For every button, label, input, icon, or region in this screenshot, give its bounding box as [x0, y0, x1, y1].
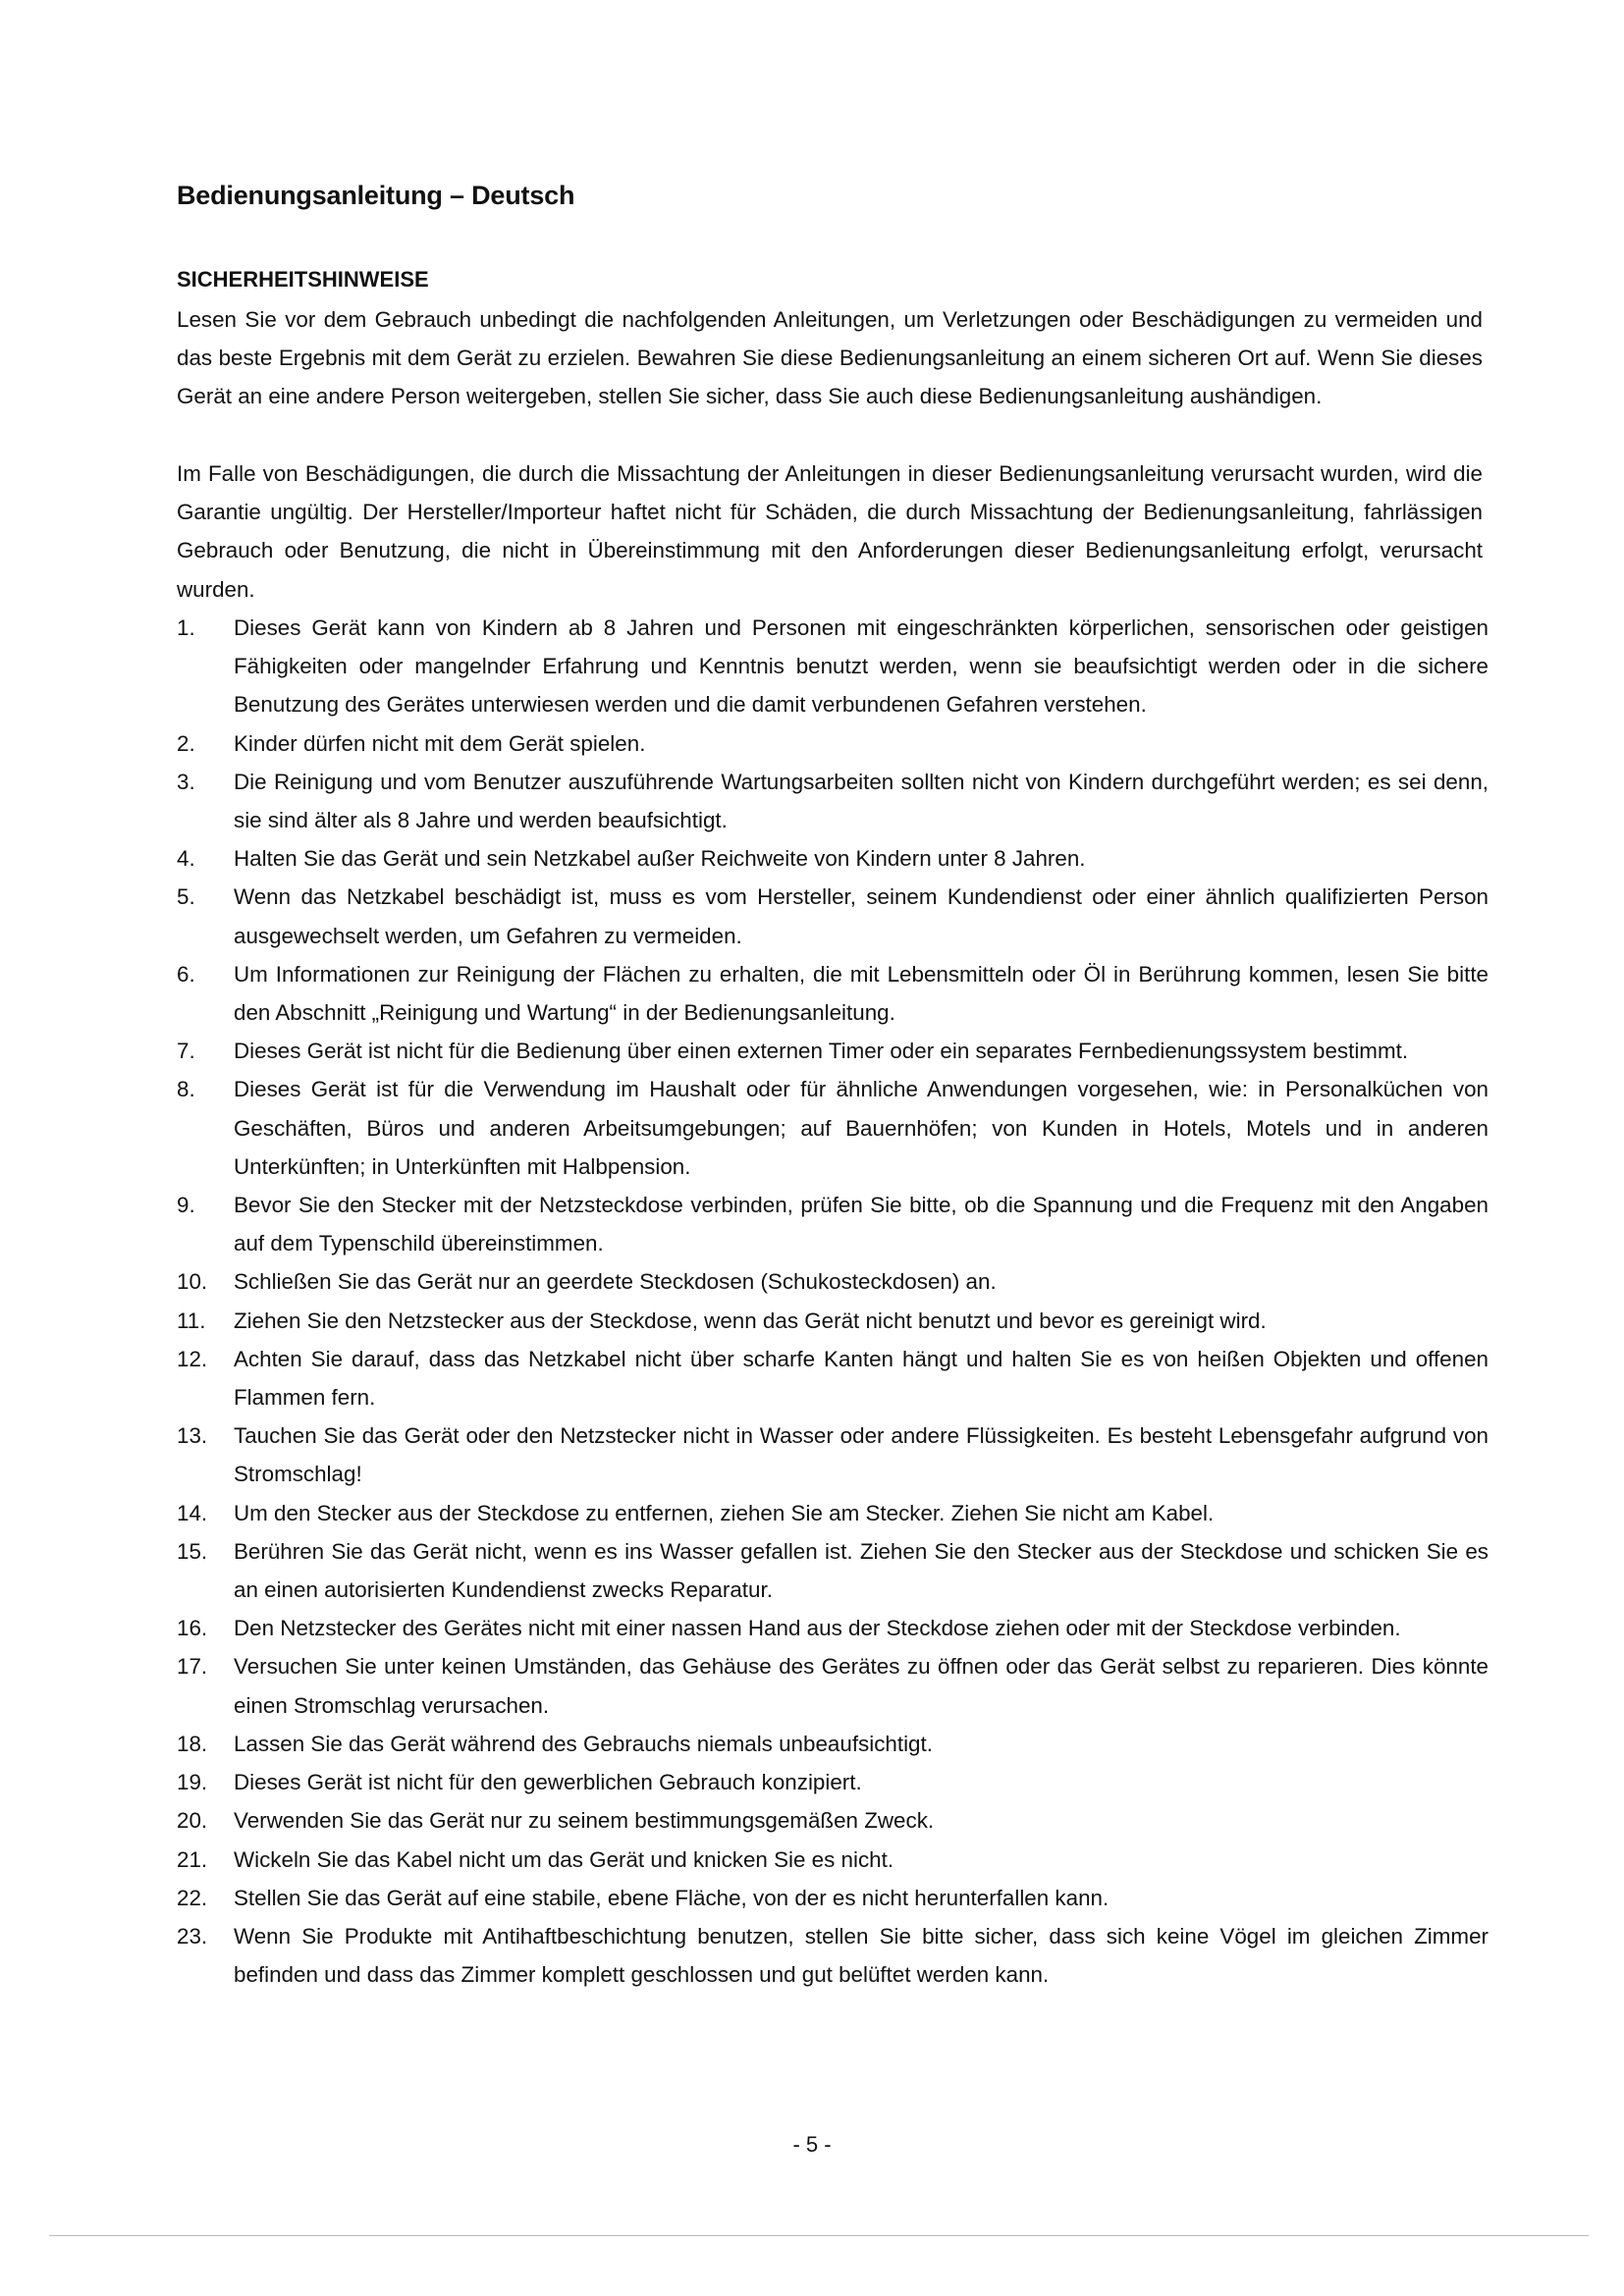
item-number: 5.	[177, 884, 195, 910]
item-number: 17.	[177, 1654, 208, 1680]
list-item	[177, 1494, 1489, 1532]
item-number: 9.	[177, 1193, 195, 1218]
item-number: 4.	[177, 846, 195, 872]
item-text: Dieses Gerät kann von Kindern ab 8 Jahren und Personen mit eingeschränkten körperlichen, sensorischen oder geistigen Fähigkeiten oder mangelnder Erfahrung und Kenntnis benutzt werden, wenn sie beaufsichtigt werden oder in die sichere Benutzung des Gerätes unterwiesen werden und die damit verbundenen Gefahren verstehen.	[234, 615, 1489, 718]
list-item	[177, 724, 1489, 763]
item-number: 6.	[177, 961, 195, 987]
item-number: 8.	[177, 1077, 195, 1102]
list-item	[177, 1725, 1489, 1763]
item-number: 18.	[177, 1731, 208, 1756]
item-text: Halten Sie das Gerät und sein Netzkabel außer Reichweite von Kindern unter 8 Jahren.	[234, 846, 1086, 872]
item-number: 1.	[177, 615, 195, 640]
item-number: 22.	[177, 1885, 208, 1910]
item-text: Wenn das Netzkabel beschädigt ist, muss es vom Hersteller, seinem Kundendienst oder einer ähnlich qualifizierten Person ausgewechselt werden, um Gefahren zu vermeiden.	[234, 884, 1489, 948]
item-text: Dieses Gerät ist nicht für den gewerblichen Gebrauch konzipiert.	[234, 1770, 862, 1795]
list-item	[177, 1609, 1489, 1647]
page-number: - 5 -	[792, 2132, 832, 2157]
section-heading: SICHERHEITSHINWEISE	[177, 267, 429, 292]
list-item	[177, 763, 1489, 839]
item-text: Stellen Sie das Gerät auf eine stabile, ebene Fläche, von der es nicht herunterfallen kann.	[234, 1885, 1110, 1910]
item-text: Wenn Sie Produkte mit Antihaftbeschichtung benutzen, stellen Sie bitte sicher, dass sich keine Vögel im gleichen Zimmer befinden und dass das Zimmer komplett geschlossen und gut belüftet werden kann.	[234, 1923, 1489, 1988]
item-text: Versuchen Sie unter keinen Umständen, das Gehäuse des Gerätes zu öffnen oder das Gerät selbst zu reparieren. Dies könnte einen Stromschlag verursachen.	[234, 1654, 1489, 1718]
list-item	[177, 1416, 1489, 1493]
list-item	[177, 955, 1489, 1032]
list-item	[177, 1340, 1489, 1416]
list-item	[177, 1879, 1489, 1917]
list-item	[177, 1841, 1489, 1879]
list-item	[177, 878, 1489, 954]
item-number: 12.	[177, 1346, 208, 1371]
item-text: Um Informationen zur Reinigung der Flächen zu erhalten, die mit Lebensmitteln oder Öl in Berührung kommen, lesen Sie bitte den Abschnitt „Reinigung und Wartung“ in der Bedienungsanleitung.	[234, 961, 1489, 1026]
list-item	[177, 609, 1489, 724]
list-item	[177, 1262, 1489, 1301]
list-item	[177, 1763, 1489, 1801]
item-number: 16.	[177, 1616, 208, 1641]
list-item	[177, 839, 1489, 878]
item-text: Die Reinigung und vom Benutzer auszuführende Wartungsarbeiten sollten nicht von Kindern durchgeführt werden; es sei denn, sie sind älter als 8 Jahre und werden beaufsichtigt.	[234, 769, 1489, 833]
list-item	[177, 1801, 1489, 1840]
item-text: Dieses Gerät ist nicht für die Bedienung über einen externen Timer oder ein separates Fernbedienungssystem bestimmt.	[234, 1039, 1409, 1064]
item-text: Um den Stecker aus der Steckdose zu entfernen, ziehen Sie am Stecker. Ziehen Sie nicht am Kabel.	[234, 1500, 1215, 1525]
item-number: 21.	[177, 1846, 208, 1872]
item-text: Lassen Sie das Gerät während des Gebrauchs niemals unbeaufsichtigt.	[234, 1731, 933, 1756]
item-text: Den Netzstecker des Gerätes nicht mit einer nassen Hand aus der Steckdose ziehen oder mit der Steckdose verbinden.	[234, 1616, 1401, 1641]
item-number: 11.	[177, 1308, 206, 1333]
footer-divider	[49, 2235, 1589, 2236]
item-text: Schließen Sie das Gerät nur an geerdete Steckdosen (Schukosteckdosen) an.	[234, 1269, 997, 1295]
item-text: Ziehen Sie den Netzstecker aus der Steckdose, wenn das Gerät nicht benutzt und bevor es gereinigt wird.	[234, 1308, 1267, 1333]
item-number: 7.	[177, 1039, 195, 1064]
item-text: Achten Sie darauf, dass das Netzkabel nicht über scharfe Kanten hängt und halten Sie es von heißen Objekten und offenen Flammen fern.	[234, 1346, 1489, 1411]
item-text: Tauchen Sie das Gerät oder den Netzstecker nicht in Wasser oder andere Flüssigkeiten. Es besteht Lebensgefahr aufgrund von Stromschlag!	[234, 1423, 1489, 1487]
item-number: 20.	[177, 1808, 208, 1834]
item-number: 13.	[177, 1423, 208, 1449]
item-text: Wickeln Sie das Kabel nicht um das Gerät und knicken Sie es nicht.	[234, 1846, 894, 1872]
item-number: 15.	[177, 1538, 208, 1564]
item-text: Berühren Sie das Gerät nicht, wenn es ins Wasser gefallen ist. Ziehen Sie den Stecker aus der Steckdose und schicken Sie es an einen autorisierten Kundendienst zwecks Reparatur.	[234, 1538, 1489, 1603]
item-text: Kinder dürfen nicht mit dem Gerät spielen.	[234, 730, 646, 756]
intro-paragraph: Lesen Sie vor dem Gebrauch unbedingt die nachfolgenden Anleitungen, um Verletzungen oder Beschädigungen zu vermeiden und das beste Ergebnis mit dem Gerät zu erzielen. Bewahren Sie diese Bedienungsanleitung an einem sicheren Ort auf. Wenn Sie dieses Gerät an eine andere Person weitergeben, stellen Sie sicher, dass Sie auch diese Bedienungsanleitung aushändigen.	[177, 307, 1483, 409]
list-item	[177, 1032, 1489, 1070]
item-number: 23.	[177, 1923, 208, 1949]
list-item	[177, 1070, 1489, 1186]
item-number: 3.	[177, 769, 195, 794]
list-item	[177, 1302, 1489, 1340]
intro-paragraph: Im Falle von Beschädigungen, die durch die Missachtung der Anleitungen in dieser Bedienungsanleitung verursacht wurden, wird die Garantie ungültig. Der Hersteller/Importeur haftet nicht für Schäden, die durch Missachtung der Bedienungsanleitung, fahrlässigen Gebrauch oder Benutzung, die nicht in Übereinstimmung mit den Anforderungen dieser Bedienungsanleitung erfolgt, verursacht wurden.	[177, 461, 1483, 602]
list-item	[177, 1917, 1489, 1994]
item-number: 10.	[177, 1269, 208, 1295]
item-text: Dieses Gerät ist für die Verwendung im Haushalt oder für ähnliche Anwendungen vorgesehen, wie: in Personalküchen von Geschäften, Büros und anderen Arbeitsumgebungen; auf Bauernhöfen; von Kunden in Hotels, Motels und in anderen Unterkünften; in Unterkünften mit Halbpension.	[234, 1077, 1489, 1179]
item-number: 2.	[177, 730, 195, 756]
safety-instructions-list	[177, 609, 1489, 1994]
list-item	[177, 1647, 1489, 1724]
item-text: Bevor Sie den Stecker mit der Netzsteckdose verbinden, prüfen Sie bitte, ob die Spannung und die Frequenz mit den Angaben auf dem Typenschild übereinstimmen.	[234, 1193, 1489, 1256]
list-item	[177, 1532, 1489, 1609]
list-item	[177, 1186, 1489, 1262]
page-title: Bedienungsanleitung – Deutsch	[177, 181, 575, 210]
item-number: 14.	[177, 1500, 208, 1525]
item-text: Verwenden Sie das Gerät nur zu seinem bestimmungsgemäßen Zweck.	[234, 1808, 935, 1834]
item-number: 19.	[177, 1770, 208, 1795]
